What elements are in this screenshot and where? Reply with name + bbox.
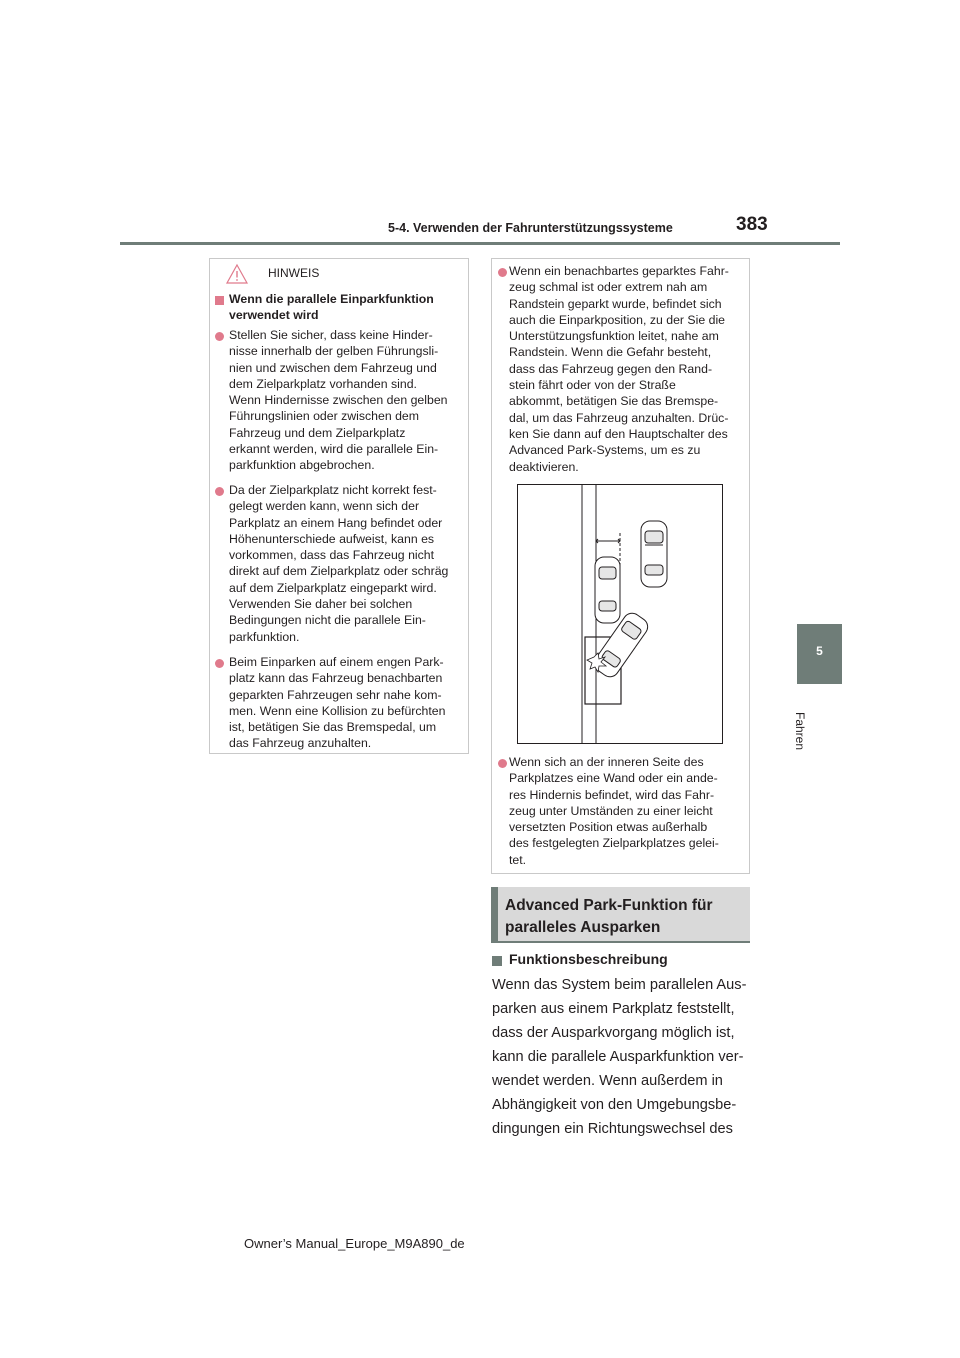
hinweis-bullet-1: Stellen Sie sicher, dass keine Hinder- nisse innerhalb der gelben Führungsli- nien und zwischen dem Fahrzeug und dem Zielparkplatz vorhanden sind. Wenn Hindernisse zwischen den gelben Führungslinien oder zwischen dem Fahrzeug und dem Zielparkplatz erkannt werden, wird die parallele Ein- parkfunktion abgebrochen. — [229, 328, 448, 473]
chapter-label: Fahren — [793, 712, 807, 751]
hinweis-title: HINWEIS — [268, 266, 320, 280]
section-title: 5-4. Verwenden der Fahrunterstützungssysteme — [388, 221, 673, 235]
chapter-number: 5 — [816, 644, 823, 658]
bullet-dot-icon — [215, 332, 224, 341]
section-heading-text: Advanced Park-Funktion für paralleles Ausparken — [505, 897, 713, 936]
body-paragraph: Wenn das System beim parallelen Aus- parken aus einem Parkplatz feststellt, dass der Ausparkvorgang möglich ist, kann die parallele Ausparkfunktion ver- wendet werden. Wenn außerdem in Abhängigkeit von den Umgebungsbe- dingungen ein Richtungswechsel des — [492, 977, 747, 1137]
bullet-dot-icon — [498, 268, 507, 277]
chapter-tab[interactable] — [797, 624, 842, 684]
square-bullet-icon — [215, 296, 224, 305]
hinweis-box — [209, 258, 469, 754]
parked-car-middle — [595, 557, 620, 623]
bullet-dot-icon — [215, 487, 224, 496]
subheading: Funktionsbeschreibung — [509, 951, 668, 967]
bullet-dot-icon — [215, 659, 224, 668]
parking-illustration — [517, 484, 723, 744]
parked-car-top — [641, 521, 667, 587]
bullet-dot-icon — [498, 759, 507, 768]
header-rule — [120, 242, 840, 245]
footer-manual-id: Owner’s Manual_Europe_M9A890_de — [244, 1236, 465, 1251]
right-bullet-2: Wenn sich an der inneren Seite des Parkplatzes eine Wand oder ein ande- res Hindernis befindet, wird das Fahr- zeug unter Umständen zu einer leicht versetzten Position etwas außerhalb des festgelegten Zielparkplatzes gelei- tet. — [509, 755, 719, 867]
hinweis-bullet-3: Beim Einparken auf einem engen Park- platz kann das Fahrzeug benachbarten geparkten Fahrzeugen sehr nahe kom- men. Wenn eine Kollision zu befürchten ist, betätigen Sie das Bremspedal, um das Fahrzeug anzuhalten. — [229, 655, 446, 751]
right-bullet-1: Wenn ein benachbartes geparktes Fahr- zeug schmal ist oder extrem nah am Randstein geparkt wurde, befindet sich auch die Einparkposition, zu der Sie die Unterstützungsfunktion leitet, nahe am Randstein. Wenn die Gefahr besteht, dass das Fahrzeug gegen den Rand- stein fährt oder von der Straße abkommt, betätigen Sie das Bremspe- dal, um das Fahrzeug anzuhalten. Drüc- ken Sie dann auf den Hauptschalter des Advanced Park-Systems, um es zu deaktivieren. — [509, 264, 729, 474]
warning-triangle-icon — [225, 263, 249, 285]
hinweis-header — [210, 259, 468, 287]
square-bullet-icon — [492, 956, 502, 966]
hinweis-heading: Wenn die parallele Einparkfunktion verwendet wird — [229, 292, 434, 323]
page-number: 383 — [736, 214, 768, 235]
parking-diagram — [518, 485, 722, 743]
hinweis-bullet-2: Da der Zielparkplatz nicht korrekt fest- gelegt werden kann, wenn sich der Parkplatz an einem Hang befindet oder Höhenunterschiede aufweist, kann es vorkommen, dass das Fahrzeug nicht direkt auf dem Zielparkplatz oder schräg auf dem Zielparkplatz eingeparkt wird. Verwenden Sie daher bei solchen Bedingungen nicht die parallele Ein- parkfunktion. — [229, 483, 449, 644]
chapter-label-container — [781, 712, 809, 772]
section-heading — [491, 887, 750, 943]
